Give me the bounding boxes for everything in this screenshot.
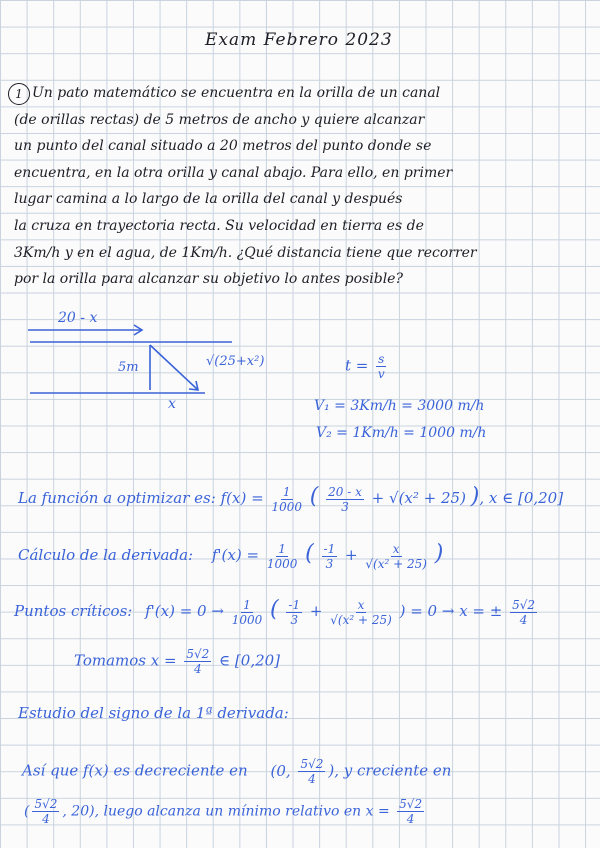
function-plus: +	[371, 489, 385, 507]
minimum-text: , 20), luego alcanza un mínimo relativo en x =	[62, 803, 390, 820]
problem-line: por la orilla para alcanzar su objetivo lo antes posible?	[14, 271, 403, 288]
monotonic-line	[22, 757, 451, 786]
sign-study-heading: Estudio del signo de la 1ª derivada:	[18, 704, 289, 722]
critical-coef: $\frac{1}{1000}$	[231, 597, 263, 627]
derivative-plus: +	[345, 546, 358, 564]
function-domain: , x ∈ [0,20]	[479, 489, 564, 507]
time-formula	[345, 352, 389, 381]
function-coef: $\frac{1}{1000}$	[271, 484, 302, 514]
time-fraction: $\frac{s}{v}$	[377, 352, 385, 381]
minimum-interval-value: $\frac{5√2}{4}$	[34, 797, 58, 826]
derivative-line: Cálculo de la derivada: f'(x) = $\frac{1}{1000}$ ( $\frac{-1}{3}$ + $\frac{x}{\text{√(x² + 25)}}$ )	[18, 541, 444, 571]
critical-term1: $\frac{-1}{3}$	[288, 597, 301, 627]
function-line: La función a optimizar es: f(x) = $\frac{1}{1000}$ ( $\frac{20 - x}{3}$ + √(x² + 25) ), x ∈ [0,20]	[18, 484, 564, 514]
velocity-water: V₂ = 1Km/h = 1000 m/h	[316, 425, 487, 441]
critical-plus: +	[309, 602, 323, 620]
critical-value: $\frac{5√2}{4}$	[512, 597, 536, 627]
problem-line: (de orillas rectas) de 5 metros de ancho y quiere alcanzar	[14, 111, 425, 128]
function-sqrt: √(x² + 25)	[389, 489, 466, 507]
critical-term2: $\frac{x}{\text{√(x² + 25)}}$	[330, 597, 392, 627]
critical-points-line: Puntos críticos: f'(x) = 0 → $\frac{1}{1000}$ ( $\frac{-1}{3}$ + $\frac{x}{\text{√(x² + 25)}}$ ) = 0 → x = ± $\frac{5√2}{4}$	[14, 597, 536, 627]
problem-line: encuentra, en la otra orilla y canal abajo. Para ello, en primer	[14, 164, 453, 181]
label-x: x	[168, 396, 176, 412]
problem-line: 3Km/h y en el agua, de 1Km/h. ¿Qué distancia tiene que recorrer	[14, 244, 477, 261]
take-value: $\frac{5√2}{4}$	[186, 647, 210, 676]
decreasing-close: ),	[328, 761, 339, 780]
velocity-land: V₁ = 3Km/h = 3000 m/h	[314, 398, 485, 414]
function-label: La función a optimizar es:	[18, 489, 216, 507]
critical-lhs: f'(x) = 0 →	[145, 602, 224, 620]
minimum-line	[24, 797, 427, 826]
minimum-x-value: $\frac{5√2}{4}$	[399, 797, 423, 826]
problem-line: la cruza en trayectoria recta. Su velocidad en tierra es de	[14, 217, 424, 234]
function-lhs: f(x) =	[220, 489, 264, 507]
take-interval: ∈ [0,20]	[219, 651, 281, 670]
label-20-minus-x: 20 - x	[58, 310, 98, 326]
label-5m: 5m	[118, 360, 139, 375]
derivative-coef: $\frac{1}{1000}$	[266, 541, 298, 571]
take-x-line	[74, 647, 280, 676]
derivative-term1: $\frac{-1}{3}$	[323, 541, 336, 571]
problem-line: un punto del canal situado a 20 metros del punto donde se	[14, 138, 432, 155]
decreasing-value: $\frac{5√2}{4}$	[300, 757, 324, 786]
label-hypotenuse: √(25+x²)	[206, 354, 265, 369]
problem-line: Un pato matemático se encuentra en la orilla de un canal	[32, 85, 441, 101]
derivative-label: Cálculo de la derivada:	[18, 546, 194, 564]
page-title: Exam Febrero 2023	[205, 30, 393, 50]
diagonal-line	[150, 345, 198, 390]
problem-line: lugar camina a lo largo de la orilla del canal y después	[14, 191, 403, 208]
decreasing-text: Así que f(x) es decreciente en	[22, 761, 248, 780]
derivative-term2: $\frac{x}{\text{√(x² + 25)}}$	[365, 541, 427, 571]
decreasing-open: (0,	[270, 761, 291, 780]
take-label: Tomamos x =	[74, 651, 177, 670]
minimum-open: (	[24, 803, 30, 820]
critical-label: Puntos críticos:	[14, 602, 133, 620]
increasing-text: y creciente en	[343, 761, 452, 780]
derivative-lhs: f'(x) =	[211, 546, 260, 564]
critical-rhs: ) = 0 → x = ±	[399, 602, 503, 620]
problem-number: 1	[8, 83, 30, 105]
function-term1: $\frac{20 - x}{3}$	[328, 484, 362, 514]
time-lhs: t =	[345, 356, 369, 375]
